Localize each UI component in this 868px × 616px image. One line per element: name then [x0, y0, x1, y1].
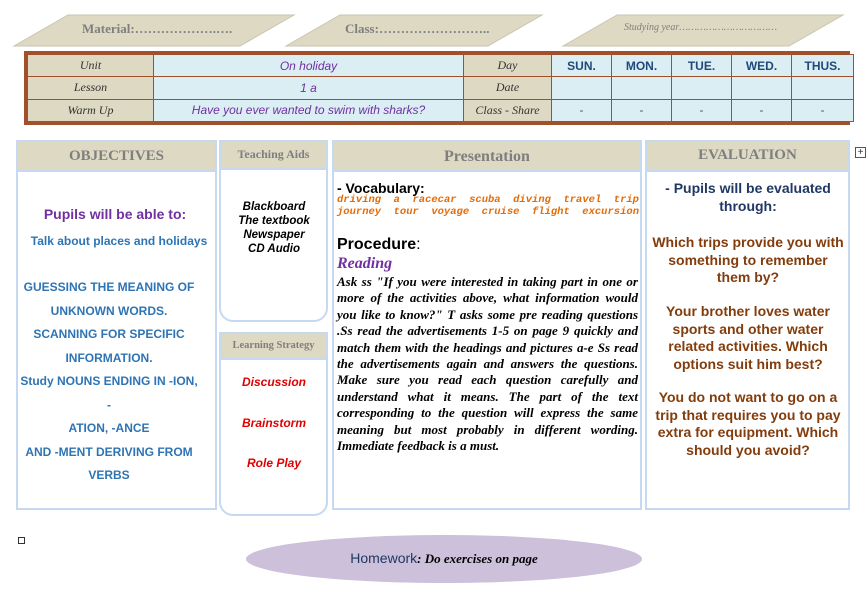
class-share-cell: - — [732, 99, 792, 121]
date-label: Date — [464, 77, 552, 99]
class-share-cell: - — [612, 99, 672, 121]
homework-line — [246, 550, 642, 567]
learning-strategy-heading: Learning Strategy — [219, 332, 328, 360]
homework-colon: : — [417, 551, 425, 566]
objective-line: INFORMATION. — [65, 350, 153, 365]
strategy-discussion: Discussion — [241, 375, 307, 389]
objectives-heading: OBJECTIVES — [16, 140, 217, 172]
objective-line: UNKNOWN WORDS. — [50, 303, 168, 318]
homework-text: Do exercises on page — [424, 551, 538, 566]
objectives-talk: Talk about places and holidays — [30, 234, 208, 248]
objective-line: SCANNING FOR SPECIFIC — [33, 327, 185, 341]
date-cell[interactable] — [552, 77, 612, 99]
teaching-aids-heading: Teaching Aids — [219, 140, 328, 170]
procedure-heading — [337, 236, 421, 254]
objective-line: VERBS — [88, 468, 130, 482]
evaluation-question: You do not want to go on a trip that requires you to pay extra for equipment. Which should you avoid? — [655, 389, 841, 458]
day-label: Day — [464, 55, 552, 77]
vocabulary-heading: - Vocabulary: — [337, 180, 425, 196]
presentation-heading: Presentation — [332, 140, 642, 172]
unit-label: Unit — [28, 55, 154, 77]
objectives-list — [20, 276, 198, 488]
lesson-label: Lesson — [28, 77, 154, 99]
procedure-paragraph: Ask ss "If you were interested in taking part in one or more of the activities above, what information would you like to know?" T asks some pre reading questions .Ss read the advertisements 1-5 on page 9 quickly and match them with the headings and pictures a-e Ss read the advertisements again and answers the questions. Make sure you read each question carefully and understand what it means. The part of the text corresponding to the question will express the same meaning but most probably in different wording. Immediate feedback is a must. — [337, 274, 638, 454]
objective-line: Study NOUNS ENDING IN -ION, - — [20, 374, 198, 412]
evaluation-question: Which trips provide you with something to remember them by? — [652, 234, 844, 285]
date-cell[interactable] — [732, 77, 792, 99]
day-mon: MON. — [612, 55, 672, 77]
day-wed: WED. — [732, 55, 792, 77]
evaluation-question: Your brother loves water sports and other water related activities. Which options suit him best? — [666, 303, 830, 372]
objective-line: AND -MENT DERIVING FROM — [25, 444, 193, 459]
teaching-aid-item: Newspaper — [243, 229, 305, 241]
lesson-value: 1 a — [154, 77, 464, 99]
teaching-aid-item: The textbook — [238, 215, 310, 227]
lesson-info-table — [24, 51, 850, 125]
date-cell[interactable] — [792, 77, 854, 99]
procedure-colon: : — [416, 236, 421, 253]
date-cell[interactable] — [672, 77, 732, 99]
objectives-intro: Pupils will be able to: — [43, 206, 187, 222]
teaching-aids-list — [222, 200, 326, 256]
day-sun: SUN. — [552, 55, 612, 77]
class-share-cell: - — [792, 99, 854, 121]
evaluation-heading: EVALUATION — [645, 140, 850, 172]
class-share-label: Class - Share — [464, 99, 552, 121]
unit-value: On holiday — [154, 55, 464, 77]
homework-label: Homework — [350, 550, 418, 566]
day-tue: TUE. — [672, 55, 732, 77]
reading-heading: Reading — [337, 255, 393, 272]
strategy-brainstorm: Brainstorm — [241, 416, 306, 430]
vocabulary-words: driving a racecar scuba diving travel trip journey tour voyage cruise flight excursion — [337, 194, 639, 218]
day-thu: THUS. — [792, 55, 854, 77]
teaching-aid-item: CD Audio — [248, 243, 300, 255]
strategy-role-play: Role Play — [246, 456, 302, 470]
material-field[interactable]: Material:……………….…. — [82, 21, 233, 36]
class-share-cell: - — [672, 99, 732, 121]
teaching-aid-item: Blackboard — [242, 201, 306, 213]
warmup-label: Warm Up — [28, 99, 154, 121]
table-move-handle-icon[interactable]: + — [855, 147, 866, 158]
class-field[interactable]: Class:…………………….. — [345, 21, 490, 36]
warmup-value: Have you ever wanted to swim with sharks? — [154, 99, 464, 121]
class-share-cell: - — [552, 99, 612, 121]
evaluation-intro: - Pupils will be evaluated through: — [665, 180, 831, 214]
date-cell[interactable] — [612, 77, 672, 99]
anchor-marker-icon — [18, 537, 25, 544]
objective-line: GUESSING THE MEANING OF — [23, 280, 195, 294]
objective-line: ATION, -ANCE — [68, 421, 150, 435]
procedure-label: Procedure — [337, 236, 417, 253]
studying-year-field[interactable]: Studying year…………………………… — [624, 22, 778, 33]
